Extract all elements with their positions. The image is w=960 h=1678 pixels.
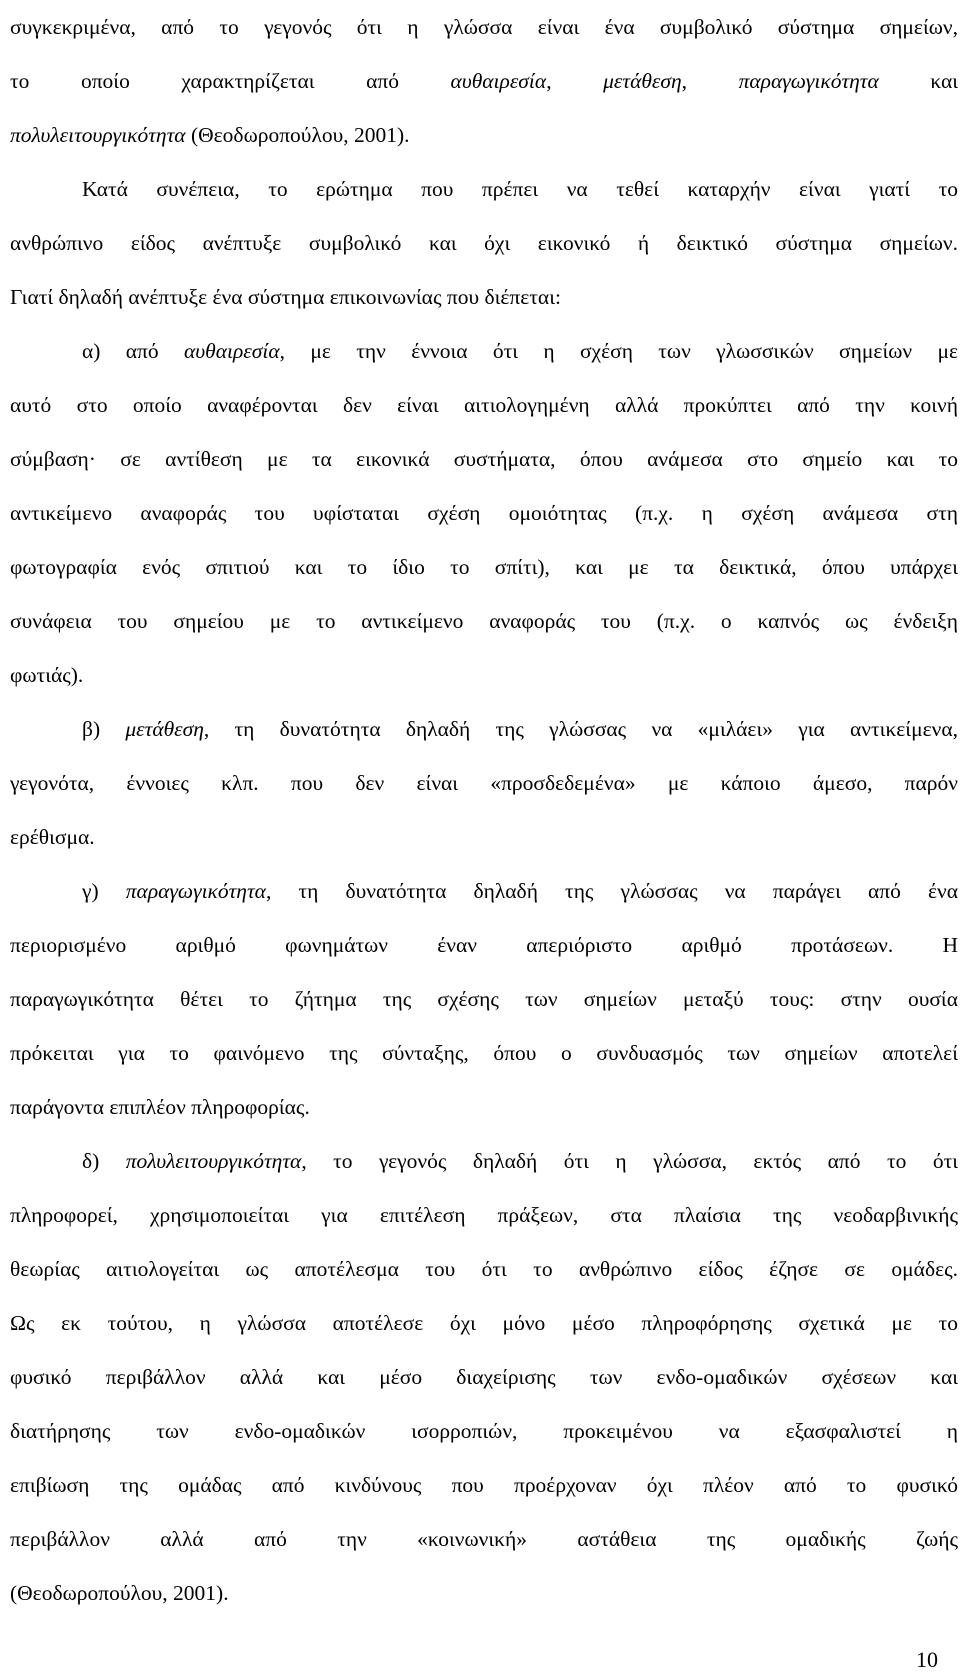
text-run: και [878, 69, 959, 93]
text-run: γεγονότα, έννοιες κλπ. που δεν είναι «προσδεδεμένα» με κάποιο άμεσο, παρόν [10, 771, 958, 795]
text-line [10, 810, 958, 864]
page-number: 10 [916, 1647, 938, 1672]
text-line [10, 864, 958, 918]
text-run: (Θεοδωροπούλου, 2001). [10, 1581, 229, 1605]
text-line [10, 702, 958, 756]
text-line [10, 270, 958, 324]
text-run: αυτό στο οποίο αναφέρονται δεν είναι αιτιολογημένη αλλά προκύπτει από την κοινή [10, 393, 958, 417]
italic-term: πολυλειτουργικότητα [10, 123, 186, 147]
text-line [10, 1404, 958, 1458]
text-line [10, 378, 958, 432]
text-run: , με την έννοια ότι η σχέση των γλωσσικών σημείων με [279, 339, 959, 363]
text-run: ερέθισμα. [10, 825, 95, 849]
text-line [10, 1566, 958, 1620]
text-line [10, 486, 958, 540]
text-line [10, 1188, 958, 1242]
text-line [10, 594, 958, 648]
text-line [10, 108, 958, 162]
text-run: αντικείμενο αναφοράς του υφίσταται σχέση ομοιότητας (π.χ. η σχέση ανάμεσα στη [10, 501, 958, 525]
text-line [10, 972, 958, 1026]
text-run: θεωρίας αιτιολογείται ως αποτέλεσμα του ότι το ανθρώπινο είδος έζησε σε ομάδες. [10, 1257, 958, 1281]
text-run: συγκεκριμένα, από το γεγονός ότι η γλώσσα είναι ένα συμβολικό σύστημα σημείων, [10, 15, 958, 39]
italic-term: παραγωγικότητα [738, 69, 879, 93]
text-run: περιορισμένο αριθμό φωνημάτων έναν απεριόριστο αριθμό προτάσεων. Η [10, 933, 958, 957]
text-run: , το γεγονός δηλαδή ότι η γλώσσα, εκτός από το ότι [301, 1149, 958, 1173]
text-line [10, 0, 958, 54]
text-line [10, 1080, 958, 1134]
text-run: ανθρώπινο είδος ανέπτυξε συμβολικό και όχι εικονικό ή δεικτικό σύστημα σημείων. [10, 231, 958, 255]
text-line [10, 162, 958, 216]
text-run: (Θεοδωροπούλου, 2001). [185, 123, 410, 147]
text-run: , [681, 69, 739, 93]
text-run: επιβίωση της ομάδας από κινδύνους που προέρχοναν όχι πλέον από το φυσικό [10, 1473, 958, 1497]
italic-term: πολυλειτουργικότητα [125, 1149, 302, 1173]
text-run: φυσικό περιβάλλον αλλά και μέσο διαχείρισης των ενδο-ομαδικών σχέσεων και [10, 1365, 958, 1389]
text-run: παράγοντα επιπλέον πληροφορίας. [10, 1095, 310, 1119]
text-run: φωτιάς). [10, 663, 84, 687]
text-run: διατήρησης των ενδο-ομαδικών ισορροπιών, προκειμένου να εξασφαλιστεί η [10, 1419, 958, 1443]
text-run: πρόκειται για το φαινόμενο της σύνταξης, όπου ο συνδυασμός των σημείων αποτελεί [10, 1041, 958, 1065]
text-run: , τη δυνατότητα δηλαδή της γλώσσας να «μιλάει» για αντικείμενα, [203, 717, 959, 741]
italic-term: μετάθεση [603, 69, 682, 93]
text-run: γ) [82, 879, 126, 903]
text-run: συνάφεια του σημείου με το αντικείμενο αναφοράς του (π.χ. ο καπνός ως ένδειξη [10, 609, 958, 633]
text-run: περιβάλλον αλλά από την «κοινωνική» αστάθεια της ομαδικής ζωής [10, 1527, 958, 1551]
italic-term: μετάθεση [125, 717, 204, 741]
text-line [10, 54, 958, 108]
text-run: Ως εκ τούτου, η γλώσσα αποτέλεσε όχι μόνο μέσο πληροφόρησης σχετικά με το [10, 1311, 958, 1335]
text-run: παραγωγικότητα θέτει το ζήτημα της σχέσης των σημείων μεταξύ τους: στην ουσία [10, 987, 958, 1011]
text-line [10, 216, 958, 270]
text-line [10, 756, 958, 810]
text-run: , τη δυνατότητα δηλαδή της γλώσσας να παράγει από ένα [265, 879, 958, 903]
text-line [10, 1512, 958, 1566]
text-run: δ) [82, 1149, 126, 1173]
text-run: β) [82, 717, 126, 741]
italic-term: παραγωγικότητα [125, 879, 266, 903]
text-line [10, 540, 958, 594]
text-line [10, 918, 958, 972]
text-line [10, 648, 958, 702]
text-line [10, 1134, 958, 1188]
text-line [10, 432, 958, 486]
text-run: πληροφορεί, χρησιμοποιείται για επιτέλεση πράξεων, στα πλαίσια της νεοδαρβινικής [10, 1203, 958, 1227]
text-run: σύμβαση· σε αντίθεση με τα εικονικά συστήματα, όπου ανάμεσα στο σημείο και το [10, 447, 958, 471]
text-line [10, 1458, 958, 1512]
text-run: Κατά συνέπεια, το ερώτημα που πρέπει να τεθεί καταρχήν είναι γιατί το [82, 177, 958, 201]
text-line [10, 1026, 958, 1080]
text-line [10, 1350, 958, 1404]
text-run: φωτογραφία ενός σπιτιού και το ίδιο το σπίτι), και με τα δεικτικά, όπου υπάρχει [10, 555, 958, 579]
italic-term: αυθαιρεσία [184, 339, 280, 363]
text-line [10, 324, 958, 378]
text-line [10, 1242, 958, 1296]
text-run: το οποίο χαρακτηρίζεται από [10, 69, 451, 93]
text-run: Γιατί δηλαδή ανέπτυξε ένα σύστημα επικοινωνίας που διέπεται: [10, 285, 561, 309]
text-run: α) από [82, 339, 184, 363]
text-line [10, 1296, 958, 1350]
italic-term: αυθαιρεσία [450, 69, 547, 93]
text-run: , [546, 69, 604, 93]
